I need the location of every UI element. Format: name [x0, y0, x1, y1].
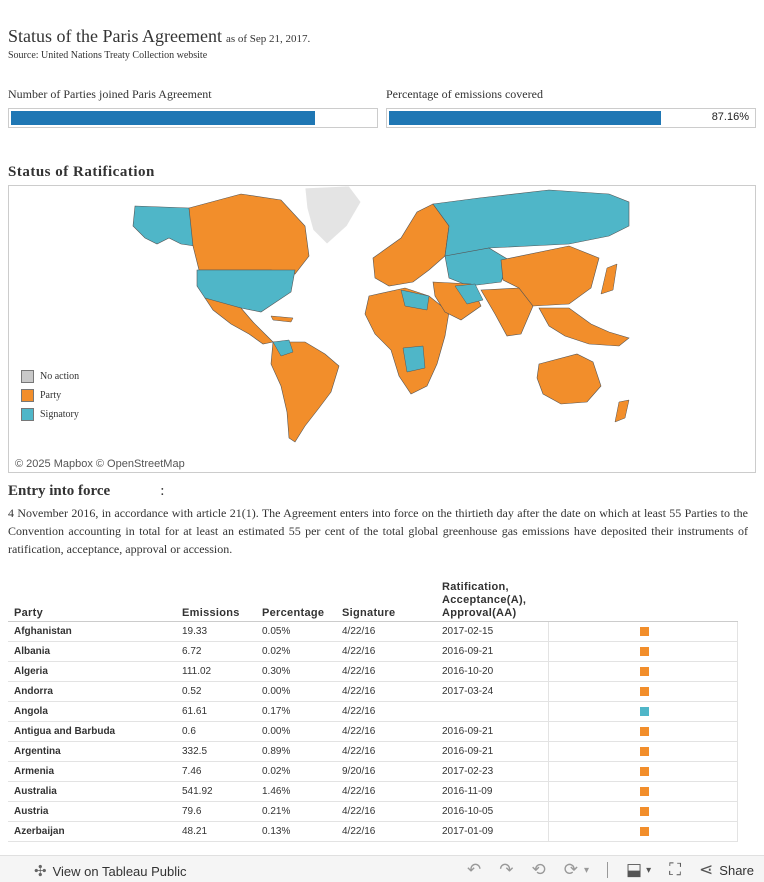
emissions-kpi-bar[interactable] — [389, 111, 661, 125]
map-attribution[interactable]: © 2025 Mapbox © OpenStreetMap — [15, 458, 185, 470]
table-row[interactable] — [8, 802, 738, 822]
ratification-cell: 2016-09-21 — [442, 746, 494, 757]
percentage-cell: 1.46% — [262, 786, 291, 797]
emissions-cell: 19.33 — [182, 626, 208, 637]
emissions-cell: 7.46 — [182, 766, 202, 777]
ratification-cell: 2016-09-21 — [442, 726, 494, 737]
entry-heading: Entry into force — [8, 483, 111, 499]
status-cell[interactable] — [548, 762, 738, 782]
percentage-cell: 0.13% — [262, 826, 291, 837]
status-marker-party[interactable] — [640, 647, 649, 656]
map-region-greenland[interactable] — [305, 186, 361, 244]
revert-icon[interactable]: ⟲ — [531, 860, 546, 879]
map-region-europe[interactable] — [373, 204, 449, 286]
emissions-kpi — [386, 87, 756, 128]
map-region-australia[interactable] — [537, 354, 601, 404]
status-cell[interactable] — [548, 682, 738, 702]
signature-cell: 9/20/16 — [342, 766, 376, 777]
column-header-signature[interactable]: Signature — [342, 607, 396, 619]
percentage-cell: 0.02% — [262, 646, 291, 657]
download-icon[interactable]: ⬓ — [626, 860, 643, 879]
dashboard-header — [8, 26, 310, 61]
emissions-cell: 0.6 — [182, 726, 196, 737]
map-region-new-zealand[interactable] — [615, 400, 629, 422]
table-row[interactable] — [8, 702, 738, 722]
signature-cell: 4/22/16 — [342, 626, 376, 637]
status-cell[interactable] — [548, 782, 738, 802]
map-region-caribbean[interactable] — [271, 316, 293, 322]
signature-cell: 4/22/16 — [342, 746, 376, 757]
percentage-cell: 0.02% — [262, 766, 291, 777]
column-header-ratification-line2: Acceptance(A), — [442, 594, 527, 606]
share-icon[interactable]: ⋖ — [699, 860, 714, 879]
ratification-cell: 2016-10-05 — [442, 806, 494, 817]
table-row[interactable] — [8, 742, 738, 762]
table-row[interactable] — [8, 762, 738, 782]
emissions-cell: 6.72 — [182, 646, 202, 657]
emissions-cell: 61.61 — [182, 706, 208, 717]
emissions-cell: 541.92 — [182, 786, 213, 797]
world-map[interactable] — [9, 186, 756, 473]
legend-label-party: Party — [40, 390, 62, 401]
status-marker-party[interactable] — [640, 767, 649, 776]
table-row[interactable] — [8, 722, 738, 742]
party-cell: Antigua and Barbuda — [14, 726, 116, 737]
table-row[interactable] — [8, 822, 738, 842]
emissions-kpi-track[interactable] — [386, 108, 756, 128]
status-marker-party[interactable] — [640, 667, 649, 676]
map-section-title: Status of Ratification — [8, 164, 155, 180]
tableau-toolbar — [0, 855, 764, 882]
emissions-kpi-value: 87.16% — [711, 111, 749, 123]
table-row[interactable] — [8, 662, 738, 682]
status-cell[interactable] — [548, 662, 738, 682]
party-cell: Austria — [14, 806, 49, 817]
parties-table — [8, 580, 738, 842]
table-body — [8, 622, 738, 842]
status-cell[interactable] — [548, 742, 738, 762]
map-region-japan[interactable] — [601, 264, 617, 294]
status-marker-party[interactable] — [640, 727, 649, 736]
status-cell[interactable] — [548, 702, 738, 722]
map-region-southeast-asia[interactable] — [539, 308, 629, 346]
column-header-percentage[interactable]: Percentage — [262, 607, 325, 619]
status-marker-party[interactable] — [640, 827, 649, 836]
map-region-south-america[interactable] — [271, 342, 339, 442]
parties-kpi-label: Number of Parties joined Paris Agreement — [8, 87, 212, 101]
table-row[interactable] — [8, 682, 738, 702]
legend-swatch-signatory — [21, 408, 34, 421]
status-marker-party[interactable] — [640, 687, 649, 696]
map-region-canada[interactable] — [189, 194, 309, 274]
signature-cell: 4/22/16 — [342, 666, 376, 677]
status-marker-party[interactable] — [640, 787, 649, 796]
percentage-cell: 0.00% — [262, 726, 291, 737]
emissions-cell: 332.5 — [182, 746, 208, 757]
legend-item-signatory[interactable] — [21, 408, 79, 421]
status-cell[interactable] — [548, 642, 738, 662]
party-cell: Angola — [14, 706, 48, 717]
emissions-cell: 111.02 — [182, 666, 212, 677]
status-marker-signatory[interactable] — [640, 707, 649, 716]
signature-cell: 4/22/16 — [342, 786, 376, 797]
percentage-cell: 0.21% — [262, 806, 291, 817]
parties-kpi — [8, 87, 378, 128]
legend-label-signatory: Signatory — [40, 409, 79, 420]
map-region-alaska[interactable] — [133, 206, 195, 246]
legend-item-no-action[interactable] — [21, 370, 79, 383]
emissions-cell: 0.52 — [182, 686, 202, 697]
view-on-tableau-link[interactable] — [34, 862, 187, 880]
ratification-cell: 2017-02-23 — [442, 766, 494, 777]
party-cell: Argentina — [14, 746, 61, 757]
ratification-cell: 2016-10-20 — [442, 666, 494, 677]
party-cell: Armenia — [14, 766, 55, 777]
percentage-cell: 0.05% — [262, 626, 291, 637]
party-cell: Algeria — [14, 666, 48, 677]
status-cell[interactable] — [548, 822, 738, 842]
ratification-cell: 2017-03-24 — [442, 686, 494, 697]
share-button[interactable]: Share — [719, 862, 754, 878]
status-marker-party[interactable] — [640, 807, 649, 816]
column-header-ratification-line3: Approval(AA) — [442, 607, 517, 619]
refresh-icon[interactable]: ⟳ — [563, 860, 579, 879]
table-row[interactable] — [8, 642, 738, 662]
column-header-emissions[interactable]: Emissions — [182, 607, 240, 619]
percentage-cell: 0.89% — [262, 746, 291, 757]
map-legend — [21, 370, 79, 427]
legend-swatch-party — [21, 389, 34, 402]
status-marker-party[interactable] — [640, 627, 649, 636]
ratification-cell: 2016-11-09 — [442, 786, 493, 797]
entry-text: 4 November 2016, in accordance with article 21(1). The Agreement enters into force on the thirtieth day after the date on which at least 55 Parties to the Convention accounting in total for at least an estimated 55 per cent of the total global greenhouse gas emissions have deposited their instruments of ratification, acceptance, approval or accession. — [8, 506, 748, 556]
signature-cell: 4/22/16 — [342, 646, 376, 657]
view-on-tableau-label: View on Tableau Public — [52, 863, 187, 879]
status-cell[interactable] — [548, 622, 738, 642]
percentage-cell: 0.30% — [262, 666, 291, 677]
emissions-kpi-label: Percentage of emissions covered — [386, 87, 543, 101]
parties-kpi-track[interactable] — [8, 108, 378, 128]
signature-cell: 4/22/16 — [342, 726, 376, 737]
tableau-logo-icon: ✣ — [34, 863, 47, 880]
redo-icon[interactable]: ↷ — [499, 860, 514, 879]
map-region-angola[interactable] — [403, 346, 425, 372]
ratification-cell: 2016-09-21 — [442, 646, 494, 657]
parties-kpi-bar[interactable] — [11, 111, 315, 125]
ratification-cell: 2017-01-09 — [442, 826, 494, 837]
legend-swatch-no-action — [21, 370, 34, 383]
map-region-russia[interactable] — [433, 190, 629, 256]
legend-label-no-action: No action — [40, 371, 80, 382]
refresh-dropdown-icon[interactable]: ▾ — [584, 864, 590, 876]
source-note: Source: United Nations Treaty Collection website — [8, 50, 208, 61]
status-marker-party[interactable] — [640, 747, 649, 756]
column-header-party[interactable]: Party — [14, 607, 44, 619]
column-header-ratification[interactable] — [442, 581, 526, 620]
table-header — [8, 580, 738, 622]
toolbar-divider — [607, 862, 608, 878]
status-cell[interactable] — [548, 722, 738, 742]
download-dropdown-icon[interactable]: ▾ — [646, 864, 652, 876]
entry-colon: : — [160, 483, 165, 499]
ratification-cell: 2017-02-15 — [442, 626, 494, 637]
party-cell: Azerbaijan — [14, 826, 65, 837]
signature-cell: 4/22/16 — [342, 826, 376, 837]
table-row[interactable] — [8, 782, 738, 802]
legend-item-party[interactable] — [21, 389, 79, 402]
undo-icon[interactable]: ↶ — [467, 860, 482, 879]
fullscreen-icon[interactable]: ⛶ — [669, 860, 682, 879]
percentage-cell: 0.17% — [262, 706, 291, 717]
signature-cell: 4/22/16 — [342, 686, 376, 697]
party-cell: Albania — [14, 646, 51, 657]
signature-cell: 4/22/16 — [342, 806, 376, 817]
signature-cell: 4/22/16 — [342, 706, 376, 717]
party-cell: Andorra — [14, 686, 53, 697]
emissions-cell: 79.6 — [182, 806, 202, 817]
as-of-date: as of Sep 21, 2017. — [225, 33, 311, 45]
emissions-cell: 48.21 — [182, 826, 208, 837]
percentage-cell: 0.00% — [262, 686, 291, 697]
status-cell[interactable] — [548, 802, 738, 822]
column-header-ratification-line1: Ratification, — [442, 581, 509, 593]
ratification-map[interactable] — [8, 185, 756, 473]
party-cell: Afghanistan — [14, 626, 72, 637]
entry-into-force — [8, 483, 748, 558]
table-row[interactable] — [8, 622, 738, 642]
page-title: Status of the Paris Agreement — [8, 26, 222, 46]
party-cell: Australia — [14, 786, 57, 797]
